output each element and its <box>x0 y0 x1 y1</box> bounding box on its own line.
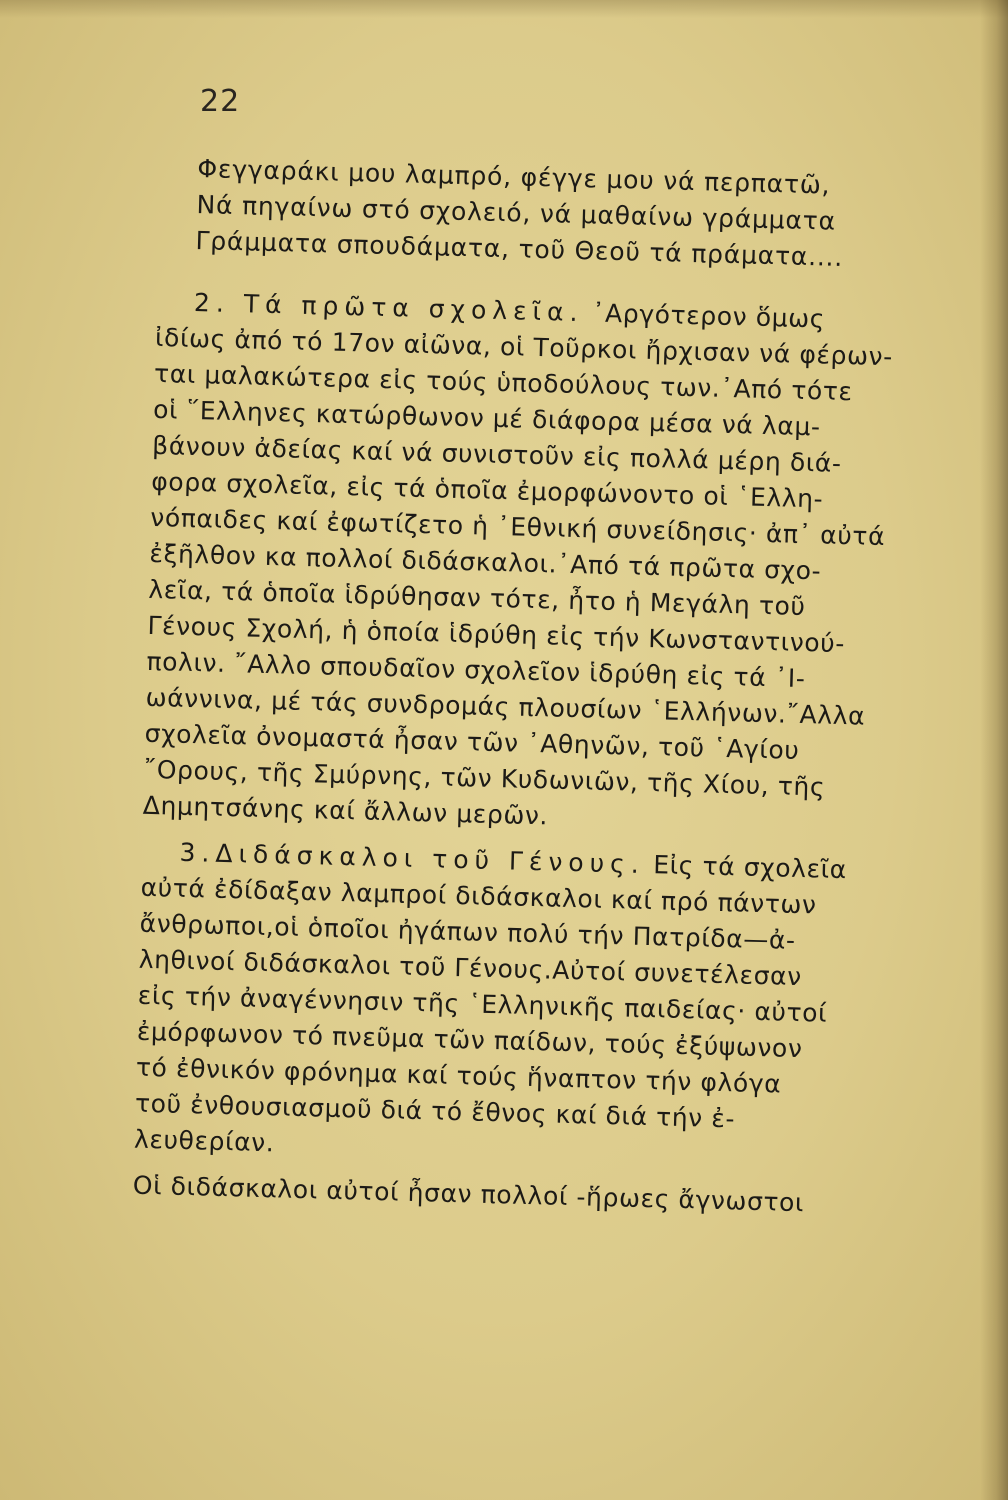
paragraph-line: Γένους Σχολή, ἡ ὁποία ἱδρύθη εἰς τήν Κωνσταντινού- <box>147 610 846 659</box>
paragraph-line: αὐτά ἐδίδαξαν λαμπροί διδάσκαλοι καί πρό πάντων <box>140 872 817 920</box>
page-edge-shadow <box>980 0 1008 1500</box>
paragraph-line: οἱ ῞Ελληνες κατώρθωνον μέ διάφορα μέσα νά λαμ- <box>152 394 821 442</box>
paragraph-line: λεῖα, τά ὁποῖα ἱδρύθησαν τότε, ἦτο ἡ Μεγάλη τοῦ <box>148 574 806 622</box>
paragraph-line: ἰδίως ἀπό τό 17ον αἰῶνα, οἱ Τοῦρκοι ἤρχισαν νά φέρων- <box>154 322 894 372</box>
page-text <box>132 150 939 1224</box>
verse <box>195 151 940 278</box>
section-heading: 3.Διδάσκαλοι τοῦ Γένους. <box>179 837 646 879</box>
paragraph-line: ληθινοί διδάσκαλοι τοῦ Γένους.Αὐτοί συνετέλεσαν <box>138 944 803 992</box>
paragraph-line: ῎Ορους, τῆς Σμύρνης, τῶν Κυδωνιῶν, τῆς Χίου, τῆς <box>143 754 826 802</box>
paragraph-line: τοῦ ἐνθουσιασμοῦ διά τό ἔθνος καί διά τήν ἐ- <box>134 1088 736 1134</box>
page-top-shadow <box>0 0 1008 18</box>
paragraph-line: ωάννινα, μέ τάς συνδρομάς πλουσίων ῾Ελλήνων.῎Αλλα <box>145 682 866 731</box>
paragraph-line: σχολεῖα ὀνομαστά ἦσαν τῶν ᾿Αθηνῶν, τοῦ ῾Αγίου <box>144 718 800 765</box>
paragraph-line: φορα σχολεῖα, εἰς τά ὁποῖα ἐμορφώνοντο οἱ ῾Ελλη- <box>150 466 824 514</box>
paragraph-line: ται μαλακώτερα εἰς τούς ὑποδούλους των.᾿Από τότε <box>153 358 853 407</box>
heading-line-text: Εἰς τά σχολεῖα <box>652 850 848 885</box>
verse-line: Νά πηγαίνω στό σχολειό, νά μαθαίνω γράμματα <box>196 189 837 236</box>
section-first-schools <box>142 284 936 844</box>
paragraph-line: ἐμόρφωνον τό πνεῦμα τῶν παίδων, τούς ἐξύψωνον <box>136 1016 803 1064</box>
verse-line: Γράμματα σπουδάματα, τοῦ Θεοῦ τά πράματα.... <box>195 225 844 272</box>
paragraph-line: εἰς τήν ἀναγέννησιν τῆς ῾Ελληνικῆς παιδείας· αὐτοί <box>137 980 828 1028</box>
section-heading: 2. Τά πρῶτα σχολεῖα. <box>193 287 584 328</box>
paragraph-line: βάνουν ἀδείας καί νά συνιστοῦν εἰς πολλά μέρη διά- <box>151 430 842 478</box>
section-teachers <box>134 834 922 1178</box>
paragraph-line: ἐξῆλθον κα πολλοί διδάσκαλοι.᾿Από τά πρῶτα σχο- <box>149 538 822 586</box>
paragraph-line: νόπαιδες καί ἐφωτίζετο ἡ ᾿Εθνική συνείδησις· ἀπ᾿ αὐτά <box>150 502 886 552</box>
paragraph-line: ἄνθρωποι,οἱ ὁποῖοι ἠγάπων πολύ τήν Πατρίδα—ἀ- <box>139 908 797 955</box>
paragraph-line: Δημητσάνης καί ἄλλων μερῶν. <box>142 790 549 831</box>
paragraph-line: Οἱ διδάσκαλοι αὐτοί ἦσαν πολλοί -ἥρωες ἄγνωστοι <box>132 1170 805 1218</box>
paragraph-line: πολιν. ῎Αλλο σπουδαῖον σχολεῖον ἱδρύθη εἰς τά ᾿Ι- <box>146 646 806 694</box>
heading-line-text: ᾿Αργότερον ὅμως <box>591 298 826 334</box>
verse-line: Φεγγαράκι μου λαμπρό, φέγγε μου νά περπατῶ, <box>197 153 831 200</box>
paragraph-line: τό ἐθνικόν φρόνημα καί τούς ἥναπτον τήν φλόγα <box>135 1052 782 1099</box>
page-number: 22 <box>200 84 241 119</box>
paragraph-line: λευθερίαν. <box>133 1124 275 1158</box>
